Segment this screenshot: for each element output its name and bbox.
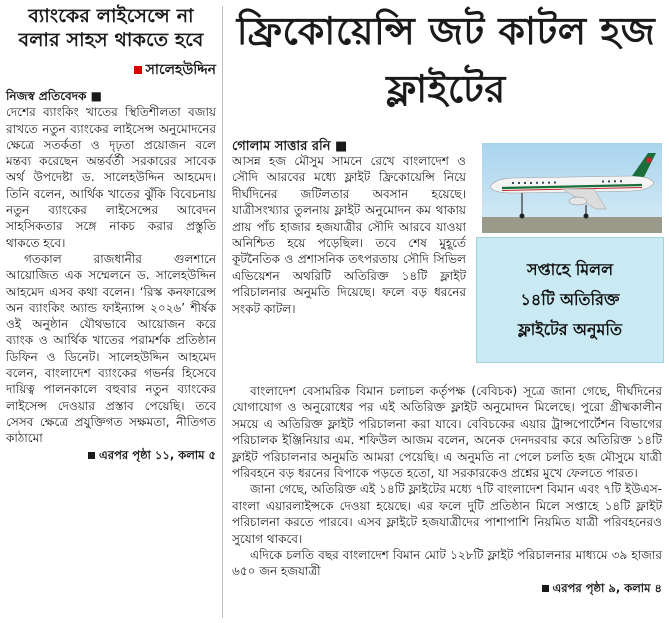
column-divider [222, 6, 223, 618]
left-byline [6, 58, 216, 82]
main-paragraph: জানা গেছে, অতিরিক্ত এই ১৪টি ফ্লাইটের মধ্যে ৭টি বাংলাদেশ বিমান এবং ৭টি ইউএস-বাংলা এয়ারলাইন্সকে দেওয়া হয়েছে। এর ফলে দুটি প্রতিষ্ঠান মিলে সপ্তাহে ১৪টি ফ্লাইট পরিচালনা করতে পারবে। এসব ফ্লাইটে হজযাত্রীদের পাশাপাশি নিয়মিত যাত্রী পরিবহনেরও সুযোগ থাকবে। [232, 482, 662, 546]
main-byline: গোলাম সাত্তার রনি ■ [232, 139, 348, 154]
left-body [6, 88, 216, 463]
main-continuation-text: এরপর পৃষ্ঠা ৯, কলাম ৪ [552, 580, 662, 595]
highlight-line: সপ্তাহে মিলল [526, 260, 614, 279]
left-paragraph: গতকাল রাজধানীর গুলশানে আয়োজিত এক সম্মেলনে ড. সালেহউদ্দিন আহমেদ এসব কথা বলেন। ‘রিস্ক কনফারেন্স অন ব্যাংকিং অ্যান্ড ফাইন্যান্স ২০২৬’ শীর্ষক ওই অনুষ্ঠান যৌথভাবে আয়োজন করে ব্যাংক ও আর্থিক খাতের পরামর্শক প্রতিষ্ঠান ডিফিন ও ডিনেট। সালেহউদ্দিন আহমেদ বলেন, বাংলাদেশ ব্যাংকের গভর্নর হিসেবে দায়িত্ব পালনকালে বহুবার নতুন ব্যাংকের লাইসেন্স দেওয়ার প্রস্তাব পেয়েছি। তবে সেসব ক্ষেত্রে প্রযুক্তিগত সক্ষমতা, নীতিগত কাঠামো [6, 251, 216, 446]
left-story [6, 4, 216, 463]
left-paragraph: দেশের ব্যাংকিং খাতের স্থিতিশীলতা বজায় রাখতে নতুন ব্যাংকের লাইসেন্স অনুমোদনের ক্ষেত্রে সতর্কতা ও দৃঢ়তা প্রয়োজন বলে মন্তব্য করেছেন অন্তর্বর্তী সরকারের সাবেক অর্থ উপদেষ্টা ড. সালেহউদ্দিন আহমেদ। তিনি বলেন, আর্থিক খাতের ঝুঁকি বিবেচনায় নতুন ব্যাংকের লাইসেন্সের আবেদন সাহসিকতার সঙ্গে নাকচ করার প্রস্তুতি থাকতে হবে। [6, 105, 216, 250]
square-bullet-icon [88, 452, 95, 459]
left-byline-text: সালেহউদ্দিন [145, 62, 216, 78]
left-dateline: নিজস্ব প্রতিবেদক ■ [6, 89, 102, 103]
highlight-text [518, 255, 622, 345]
left-continuation [6, 447, 216, 463]
main-headline: ফ্রিকোয়েন্সি জট কাটল হজ ফ্লাইটের [236, 9, 656, 111]
main-top-body [232, 153, 466, 317]
main-paragraph: আসন্ন হজ মৌসুম সামনে রেখে বাংলাদেশ ও সৌদি আরবের মধ্যে ফ্লাইট ফ্রিকোয়েন্সি নিয়ে দীর্ঘদিনের জটিলতার অবসান হয়েছে। যাত্রীসংখ্যার তুলনায় ফ্লাইট অনুমোদন কম থাকায় প্রায় পাঁচ হাজার হজযাত্রীর সৌদি আরবে যাওয়া অনিশ্চিত হয়ে পড়েছিল। তবে শেষ মুহূর্তে কূটনৈতিক ও প্রশাসনিক তৎপরতায় সৌদি সিভিল এভিয়েশন অথরিটি অতিরিক্ত ১৪টি ফ্লাইট পরিচালনার অনুমতি দিয়েছে। ফলে বড় ধরনের সংকট কাটল। [232, 154, 466, 316]
airplane-photo [482, 143, 662, 233]
highlight-box [476, 237, 664, 363]
highlight-line: ১৪টি অতিরিক্ত [520, 290, 620, 309]
red-square-icon [134, 66, 142, 74]
main-continuation [232, 580, 662, 596]
main-paragraph: এদিকে চলতি বছর বাংলাদেশ বিমান মোট ১২৮টি ফ্লাইট পরিচালনার মাধ্যমে ৩৯ হাজার ৬৫০ জন হজযাত্রী [232, 548, 662, 579]
square-bullet-icon [542, 585, 549, 592]
highlight-line: ফ্লাইটের অনুমতি [518, 320, 622, 339]
airplane-illustration [482, 143, 662, 233]
main-paragraph: বাংলাদেশ বেসামরিক বিমান চলাচল কর্তৃপক্ষ (বেবিচক) সূত্রে জানা গেছে, দীর্ঘদিনের যোগাযোগ ও অনুরোধের পর এই অতিরিক্ত ফ্লাইট অনুমোদন মিলেছে। পুরো গ্রীষ্মকালীন সময়ে এ অতিরিক্ত ফ্লাইট পরিচালনা করা যাবে। বেবিচকের এয়ার ট্রান্সপোর্টেশন বিভাগের পরিচালক ইঞ্জিনিয়ার এম. শফিউল আজম বলেন, অনেক দেনদরবার করে অতিরিক্ত ১৪টি ফ্লাইট পরিচালনার অনুমতি আমরা পেয়েছি। এ অনুমতি না পেলে চলতি হজ মৌসুমে যাত্রী পরিবহনে বড় ধরনের বিপাকে পড়তে হতো, যা সরকারকেও প্রশ্নের মুখে ফেলতে পারত। [232, 384, 662, 481]
left-headline: ব্যাংকের লাইসেন্সে না বলার সাহস থাকতে হবে [18, 5, 204, 51]
main-bottom-body [232, 383, 662, 596]
left-continuation-text: এরপর পৃষ্ঠা ১১, কলাম ৫ [99, 447, 216, 462]
